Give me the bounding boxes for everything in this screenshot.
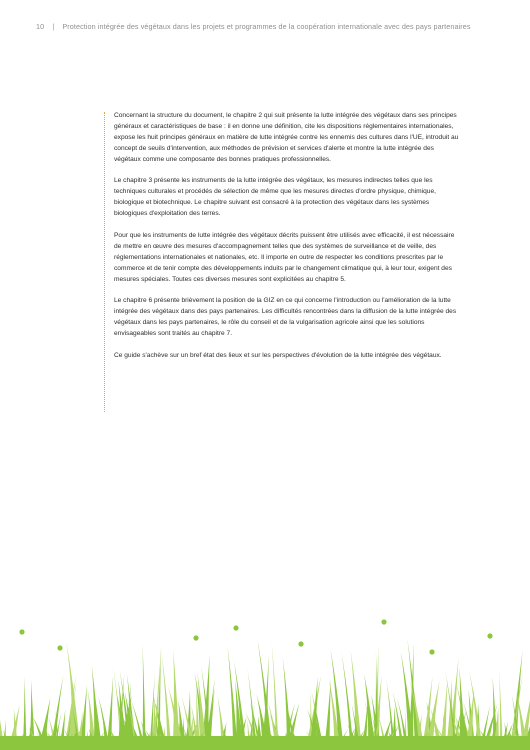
- grass-flower-dot: [381, 619, 386, 624]
- grass-flower-dot: [429, 649, 434, 654]
- grass-blade: [142, 644, 145, 750]
- grass-flower-dot: [487, 633, 492, 638]
- grass-flower-dot: [57, 645, 62, 650]
- dotted-margin-rule: [104, 112, 105, 412]
- grass-blades: [0, 639, 530, 750]
- grass-flower-dot: [193, 635, 198, 640]
- page-number: 10: [36, 22, 45, 31]
- grass-base: [0, 736, 530, 750]
- running-header: [36, 22, 516, 31]
- paragraph-chapter-3: Le chapitre 3 présente les instruments de la lutte intégrée des végétaux, les mesures indirectes telles que les techniques culturales et procédés de sélection de même que les mesures directes d'ordre physique, chimique, biologique et biotechnique. Le chapitre suivant est consacré à la protection des végétaux dans les systèmes biologiques d'exploitation des terres.: [114, 177, 436, 218]
- paragraph-chapter-6: Le chapitre 6 présente brièvement la position de la GIZ en ce qui concerne l'introduction ou l'amélioration de la lutte intégrée des végétaux dans des pays partenaires. Les difficultés rencontrées dans la diffusion de la lutte intégrée des végétaux dans les pays partenaires, le rôle du conseil et de la vulgarisation agricole ainsi que les solutions envisageables sont traités au chapitre 7.: [114, 297, 457, 338]
- grass-flower-dot: [298, 641, 303, 646]
- grass-illustration: [0, 610, 530, 750]
- grass-flower-dot: [233, 625, 238, 630]
- grass-blade: [173, 650, 180, 750]
- header-separator: |: [52, 22, 55, 31]
- paragraph-instruments: Pour que les instruments de lutte intégrée des végétaux décrits puissent être utilisés avec efficacité, il est nécessaire de mettre en œuvre des mesures d'accompagnement telles que des systèmes de surveillance et de veille, des réglementations internationales et nationales, etc. Il importe en outre de respecter les conditions prescrites par le commerce et de tenir compte des développements induits par le changement climatique qui, à leur tour, exigent des mesures spéciales. Toutes ces diverses mesures sont explicitées au chapitre 5.: [114, 231, 455, 283]
- grass-flower-dots: [19, 619, 492, 654]
- paragraph-structure: Concernant la structure du document, le chapitre 2 qui suit présente la lutte intégrée des végétaux dans ses principes généraux et caractéristiques de base : il en donne une définition, cite les dispositions réglementaires internationales, expose les huit principes généraux en matière de lutte intégrée contre les ennemis des cultures dans l'UE, introduit au concept de seuils d'intervention, aux méthodes de prévision et services d'alerte et montre la lutte intégrée des végétaux comme une composante des bonnes pratiques professionnelles.: [114, 112, 459, 163]
- paragraph-conclusion: Ce guide s'achève sur un bref état des lieux et sur les perspectives d'évolution de la lutte intégrée des végétaux.: [114, 351, 442, 359]
- grass-blade: [341, 652, 353, 750]
- grass-flower-dot: [19, 629, 24, 634]
- running-title: Protection intégrée des végétaux dans les projets et programmes de la coopération internationale avec des pays partenaires: [62, 22, 471, 31]
- body-text: [114, 111, 459, 373]
